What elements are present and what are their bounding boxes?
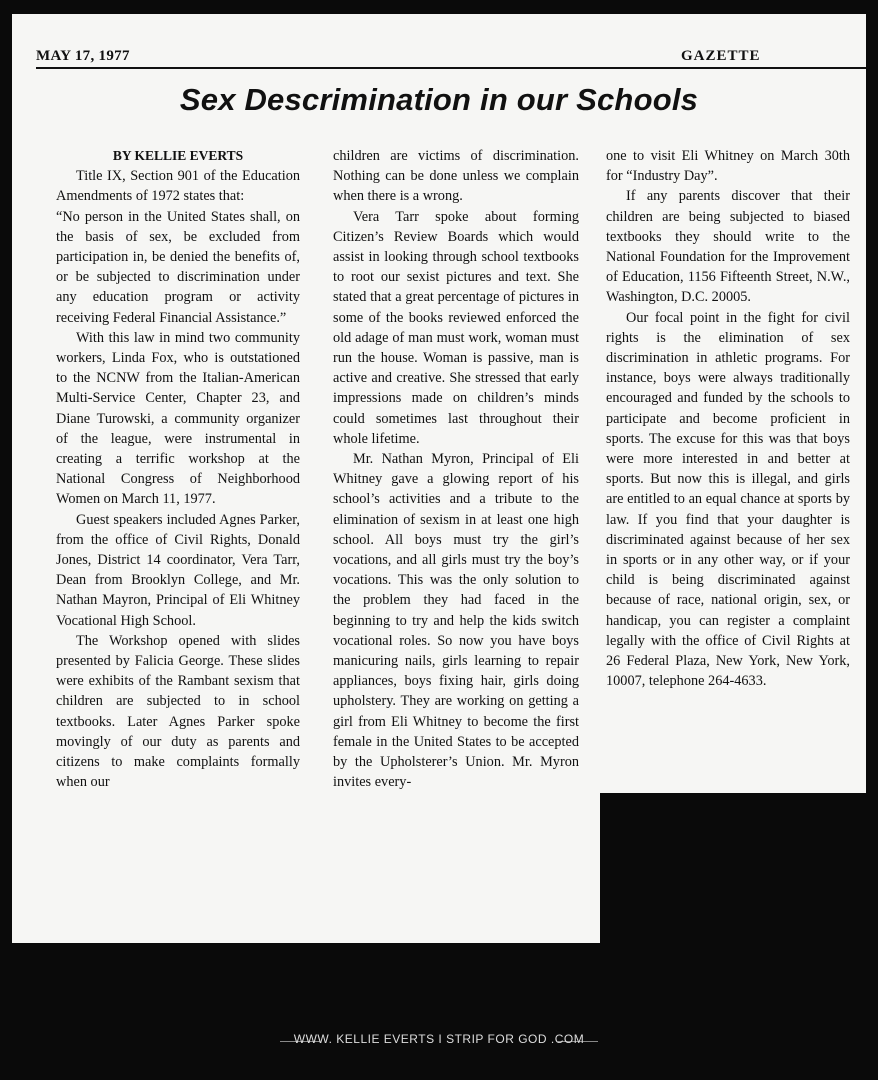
paragraph: Mr. Nathan Myron, Principal of Eli Whitney gave a glowing report of his school’s activities and a tribute to the elimination of sexism in at least one high school. All boys must try the girl’s vocations, and all girls must try the boy’s vocations. This was the only solution to the problem they had faced in the beginning to try and help the kids switch vocational roles. So now you have boys manicuring nails, girls learning to repair appliances, boys fixing hair, girls doing upholstery. They are working on getting a girl from Eli Whitney to become the first female in the United States to be accepted by the Upholsterer’s Union. Mr. Myron invites every- (333, 451, 579, 791)
article-headline: Sex Descrimination in our Schools (179, 82, 699, 117)
article-column-1 (56, 146, 300, 793)
issue-date: MAY 17, 1977 (36, 48, 130, 64)
paragraph: Our focal point in the fight for civil rights is the elimination of sex discrimination in athletic programs. For instance, boys were always traditionally encouraged and funded by the schools to participate and become proficient in sports. The excuse for this was that boys were more interested in and better at sports. But now this is illegal, and girls are entitled to an equal chance at sports by law. If you find that your daughter is discriminated against because of her sex in sports or in any other way, or if your child is being discriminated against because of race, national origin, sex, or handicap, you can register a complaint legally with the office of Civil Rights at 26 Federal Plaza, New York, New York, 10007, telephone 264-4633. (606, 309, 850, 690)
paragraph: With this law in mind two community workers, Linda Fox, who is outstationed to the NCNW from the Italian-American Multi-Service Center, Chapter 23, and Diane Turowski, a community organizer of the league, were instrumental in creating a terrific workshop at the National Congress of Neighborhood Women on March 11, 1977. (56, 329, 300, 508)
paragraph: Vera Tarr spoke about forming Citizen’s Review Boards which would assist in looking through school textbooks to root our sexist pictures and text. She stated that a great percentage of pictures in some of the books reviewed enforced the old adage of man must work, woman must run the house. Woman is passive, man is active and creative. She stressed that early impressions made on children’s minds could sometimes last throughout their whole lifetime. (333, 208, 579, 447)
paragraph: Guest speakers included Agnes Parker, from the office of Civil Rights, Donald Jones, District 14 coordinator, Vera Tarr, Dean from Brooklyn College, and Mr. Nathan Mayron, Principal of Eli Whitney Vocational High School. (56, 511, 300, 629)
paragraph: one to visit Eli Whitney on March 30th for “Industry Day”. (606, 148, 850, 185)
paragraph: If any parents discover that their children are being subjected to biased textbooks they should write to the National Foundation for the Improvement of Education, 1156 Fifteenth Street, N.W., Washington, D.C. 20005. (606, 188, 850, 306)
watermark-url: WWW. KELLIE EVERTS I STRIP FOR GOD .COM (293, 1032, 585, 1046)
masthead-rule (36, 67, 866, 69)
paragraph: Title IX, Section 901 of the Education Amendments of 1972 states that: (56, 168, 300, 205)
masthead (36, 48, 866, 68)
paragraph: The Workshop opened with slides presented by Falicia George. These slides were exhibits of the Rambant sexism that children are subjected to in school textbooks. Later Agnes Parker spoke movingly of our duty as parents and citizens to make complaints formally when our (56, 632, 300, 791)
byline: BY KELLIE EVERTS (112, 148, 244, 163)
article-column-3 (606, 146, 850, 691)
article-column-2 (333, 146, 579, 793)
quote-paragraph: “No person in the United States shall, on the basis of sex, be excluded from participation in, be denied the benefits of, or be subjected to discrimination under any education program or activity receiving Federal Financial Assistance.” (56, 208, 300, 326)
paragraph: children are victims of discrimination. Nothing can be done unless we complain when there is a wrong. (333, 148, 579, 205)
newspaper-name: GAZETTE (681, 48, 761, 64)
